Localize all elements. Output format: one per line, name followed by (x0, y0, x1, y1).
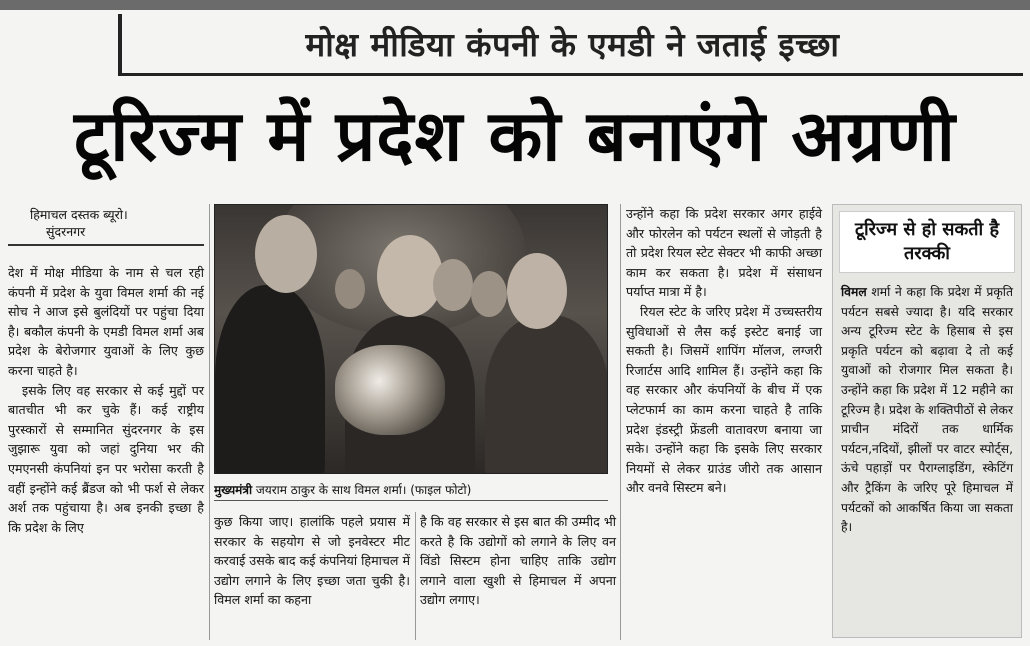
sidebar-heading: टूरिज्म से हो सकती है तरक्की (839, 211, 1015, 273)
column-divider (620, 204, 621, 640)
kicker-box (118, 14, 1023, 76)
top-rule (0, 0, 1030, 10)
byline-bureau: हिमाचल दस्तक ब्यूरो। (30, 207, 128, 222)
sidebar-box (832, 204, 1022, 638)
photo-face (471, 271, 507, 317)
sidebar-lead-name: विमल (841, 285, 867, 299)
paragraph: रियल स्टेट के जरिए प्रदेश में उच्चस्तरीय सुविधाओं से लैस कई इस्टेट बनाई जा सकती है। जिसमें शापिंग मॉलज, लग्जरी रिजार्टस आदि शामिल हैं। उन्होंने कहा कि वह सरकार और कंपनियों के बीच में एक प्लेटफार्म का काम करना चाहते है ताकि प्रदेश इंडस्ट्री फ्रेंडली वातावरण बनाया जा सके। उन्होंने कहा कि इसके लिए सरकार नियमों से लेकर ग्राउंड जीरो तक आसान और वनवे सिस्टम बने। (626, 303, 822, 496)
caption-bold: मुख्यमंत्री (214, 483, 253, 497)
article-column-1 (8, 263, 204, 537)
photo-face (507, 253, 567, 329)
paragraph: उन्होंने कहा कि प्रदेश सरकार अगर हाईवे और फोरलेन को पर्यटन स्थलों से जोड़ती है तो प्रदेश रियल स्टेट सेक्टर भी काफी अच्छा काम कर सकता है। प्रदेश में संसाधन पर्याप्त मात्रा में है। (626, 206, 822, 300)
photo-face (335, 269, 365, 309)
photo-face (433, 259, 473, 311)
paragraph: इसके लिए वह सरकार से कई मुद्दों पर बातचीत भी कर चुके हैं। कई राष्ट्रीय पुरस्कारों से सम्मानित सुंदरनगर के इस जुझारू युवा को जहां दुनिया भर की एमएनसी कंपनियां इन पर भरोसा करती है वहीं इन्होंने कई ब्रैंडज को भी फर्श से लेकर अर्श तक पहुंचाया है। अब इनकी इच्छा है कि प्रदेश के लिए (8, 382, 204, 535)
byline-divider (8, 244, 204, 246)
photo-person (485, 315, 608, 474)
sidebar-body (833, 273, 1021, 538)
paragraph: देश में मोक्ष मीडिया के नाम से चल रही कंपनी में प्रदेश के युवा विमल शर्मा की नई सोच ने आज इसे बुलंदियों पर पहुंचा दिया है। बकौल कंपनी के एमडी विमल शर्मा अब प्रदेश के बेरोजगार युवाओं के लिए कुछ करना चाहते है। (8, 265, 204, 378)
photo-bouquet (335, 345, 445, 435)
article-column-3 (420, 512, 616, 610)
photo-caption (214, 480, 608, 501)
article-column-2 (214, 512, 410, 610)
caption-text: जयराम ठाकुर के साथ विमल शर्मा। (फाइल फोटो) (255, 483, 472, 497)
photo-face (255, 215, 317, 293)
byline (8, 206, 208, 240)
article-column-4 (626, 204, 822, 498)
sidebar-text: शर्मा ने कहा कि प्रदेश में प्रकृति पर्यटन सबसे ज्यादा है। यदि सरकार अन्य टूरिज्म स्टेट के हिसाब से इस प्रकृति पर्यटन को बढ़ावा दे तो कई युवाओं को रोजगार मिल सकता है। उन्होंने कहा कि प्रदेश में 12 महीने का टूरिज्म है। प्रदेश के शक्तिपीठों से लेकर प्राचीन मंदिरों तक धार्मिक पर्यटन,नदियों, झीलों पर वाटर स्पोर्ट्स, ऊंचे पहाड़ों पर पैराग्लाइडिंग, स्केटिंग और ट्रैकिंग के जरिए पूरे हिमाचल में पर्यटकों को आकर्षित किया जा सकता है। (841, 285, 1013, 535)
column-divider (415, 512, 416, 640)
byline-place: सुंदरनगर (46, 224, 86, 239)
kicker-headline: मोक्ष मीडिया कंपनी के एमडी ने जताई इच्छा (305, 25, 840, 64)
main-headline: टूरिज्म में प्रदेश को बनाएंगे अग्रणी (74, 94, 956, 177)
paragraph: है कि वह सरकार से इस बात की उम्मीद भी करते है कि उद्योगों को लगाने के लिए वन विंडो सिस्टम होना चाहिए ताकि उद्योग लगाने वाला खुशी से हिमाचल में अपना उद्योग लगाए। (420, 514, 616, 608)
column-divider (209, 204, 210, 640)
paragraph: कुछ किया जाए। हालांकि पहले प्रयास में सरकार के सहयोग से जो इनवेस्टर मीट करवाई उसके बाद कई कंपनियां हिमाचल में उद्योग लगाने के लिए इच्छा जता चुकी है। विमल शर्मा का कहना (214, 514, 410, 608)
news-photo (214, 204, 608, 474)
photo-person (215, 285, 325, 474)
